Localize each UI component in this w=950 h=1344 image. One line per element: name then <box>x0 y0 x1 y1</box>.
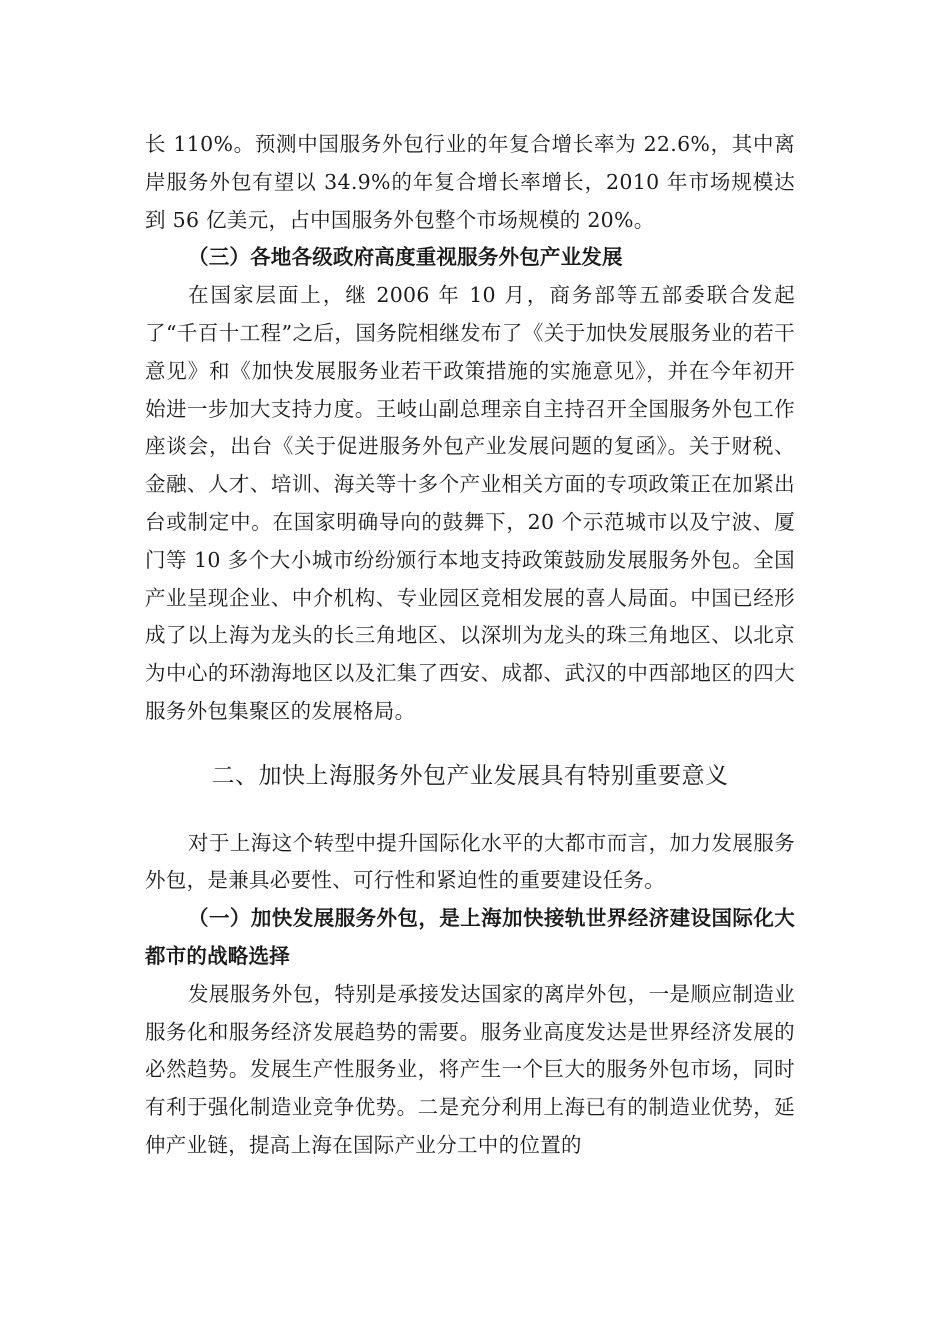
paragraph-national-policy: 在国家层面上，继 2006 年 10 月，商务部等五部委联合发起了“千百十工程”之后，国务院相继发布了《关于加快发展服务业的若干意见》和《加快发展服务业若干政策措施的实施意见》，并在今年初开始进一步加大支持力度。王岐山副总理亲自主持召开全国服务外包工作座谈会，出台《关于促进服务外包产业发展问题的复函》。关于财税、金融、人才、培训、海关等十多个产业相关方面的专项政策正在加紧出台或制定中。在国家明确导向的鼓舞下，20 个示范城市以及宁波、厦门等 10 多个大小城市纷纷颁行本地支持政策鼓励发展服务外包。全国产业呈现企业、中介机构、专业园区竞相发展的喜人局面。中国已经形成了以上海为龙头的长三角地区、以深圳为龙头的珠三角地区、以北京为中心的环渤海地区以及汇集了西安、成都、武汉的中西部地区的四大服务外包集聚区的发展格局。 <box>145 283 795 723</box>
paragraph-develop-outsourcing: 发展服务外包，特别是承接发达国家的离岸外包，一是顺应制造业服务化和服务经济发展趋势的需要。服务业高度发达是世界经济发展的必然趋势。发展生产性服务业，将产生一个巨大的服务外包市场，同时有利于强化制造业竞争优势。二是充分利用上海已有的制造业优势，延伸产业链，提高上海在国际产业分工中的位置的 <box>145 981 795 1157</box>
paragraph-shanghai-intro: 对于上海这个转型中提升国际化水平的大都市而言，加力发展服务外包，是兼具必要性、可行性和紧迫性的重要建设任务。 <box>145 830 795 893</box>
document-body <box>145 126 795 1165</box>
paragraph-growth-forecast: 长 110%。预测中国服务外包行业的年复合增长率为 22.6%，其中离岸服务外包有望以 34.9%的年复合增长率增长，2010 年市场规模达到 56 亿美元，占中国服务外包整个市场规模的 20%。 <box>145 132 795 232</box>
section-title-shanghai-significance: 二、加快上海服务外包产业发展具有特别重要意义 <box>211 762 729 789</box>
subheading-government-support: （三）各地各级政府高度重视服务外包产业发展 <box>188 245 623 270</box>
subheading-strategic-choice: （一）加快发展服务外包，是上海加快接轨世界经济建设国际化大都市的战略选择 <box>145 906 795 968</box>
